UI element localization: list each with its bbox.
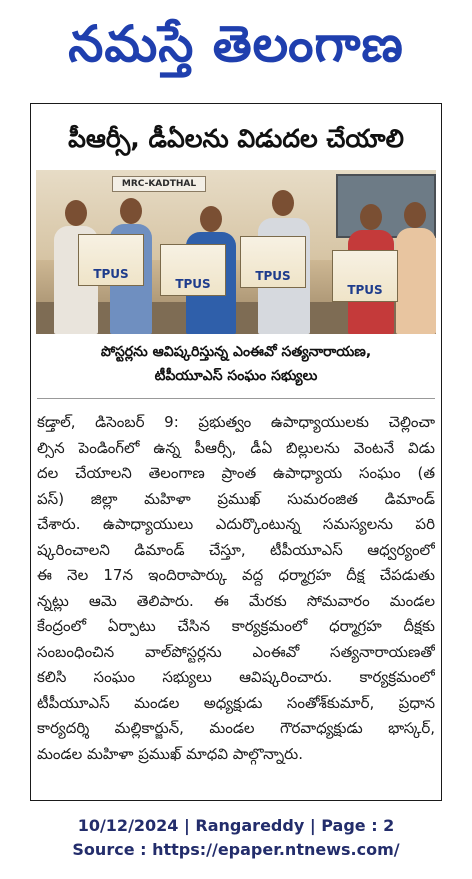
photo-sign: MRC-KADTHAL <box>112 176 206 192</box>
body-line: కార్యదర్శి మల్లికార్జున్, మండల గౌరవాధ్యక్షుడు భాస్కర్, <box>37 719 435 737</box>
poster-1-label: TPUS <box>93 267 129 281</box>
person-6-head <box>404 202 426 228</box>
newspaper-title: నమస్తే తెలంగాణ <box>68 15 404 73</box>
person-4-head <box>272 190 294 216</box>
poster-4 <box>332 250 398 302</box>
body-line: టీపీయూఎస్ మండల అధ్యక్షుడు సంతోశ్‌కుమార్, ప్రధాన <box>37 693 435 712</box>
person-2-head <box>120 198 142 224</box>
article-body <box>37 410 435 795</box>
body-line: కేంద్రంలో ఏర్పాటు చేసిన కార్యక్రమంలో ధర్మాగ్రహ దీక్షకు <box>37 617 435 635</box>
body-line: ఈ నెల 17న ఇందిరాపార్కు వద్ద ధర్మాగ్రహ దీక్ష చేపడుతు <box>37 566 435 584</box>
person-5-head <box>360 204 382 230</box>
poster-4-label: TPUS <box>347 283 383 297</box>
person-6 <box>396 228 436 334</box>
footer-source: Source : https://epaper.ntnews.com/ <box>72 840 400 859</box>
news-clipping <box>30 103 442 801</box>
body-line: కలిసి సంఘం సభ్యులు ఆవిష్కరించారు. కార్యక్రమంలో <box>37 668 435 686</box>
body-line: కడ్తాల్, డిసెంబర్ 9: ప్రభుత్వం ఉపాధ్యాయులకు చెల్లించా <box>37 413 435 431</box>
body-line: న్నట్లు ఆమె తెలిపారు. ఈ మేరకు సోమవారం మండల <box>37 591 435 610</box>
poster-3 <box>240 236 306 288</box>
poster-2 <box>160 244 226 296</box>
body-line: ష్కరించాలని డిమాండ్ చేస్తూ, టీపీయూఎస్ ఆధ్వర్యంలో <box>37 540 435 559</box>
poster-2-label: TPUS <box>175 277 211 291</box>
caption-line-1: పోస్టర్లను ఆవిష్కరిస్తున్న ఎంఈవో సత్యనారాయణ, <box>100 344 372 360</box>
footer-meta: 10/12/2024 | Rangareddy | Page : 2 <box>77 816 395 835</box>
poster-1 <box>78 234 144 286</box>
article-photo <box>36 170 436 334</box>
person-1-head <box>65 200 87 226</box>
photo-caption <box>37 340 435 390</box>
person-3-head <box>200 206 222 232</box>
body-line: దల చేయాలని తెలంగాణ ప్రాంత ఉపాధ్యాయ సంఘం (త <box>37 464 435 482</box>
body-line: మండల మహిళా ప్రముఖ్ మాధవి పాల్గొన్నారు. <box>37 744 304 763</box>
body-line: చేశారు. ఉపాధ్యాయులు ఎదుర్కొంటున్న సమస్యలను పరి <box>37 515 435 533</box>
caption-divider <box>37 398 435 399</box>
body-line: పస్) జిల్లా మహిళా ప్రముఖ్ సుమరంజిత డిమాండ్ <box>37 489 435 508</box>
masthead <box>0 0 472 88</box>
body-line: ల్సిన పెండింగ్‌లో ఉన్న పీఆర్సీ, డీఏ బిల్లులను వెంటనే విడు <box>37 438 435 457</box>
caption-line-2: టీపీయూఎస్ సంఘం సభ్యులు <box>154 368 318 384</box>
page-footer <box>0 814 472 864</box>
article-headline: పీఆర్సీ, డీఏలను విడుదల చేయాలి <box>68 124 404 153</box>
body-line: సంబంధించిన వాల్‌పోస్టర్లను ఎంఈవో సత్యనారాయణతో <box>37 642 435 661</box>
poster-3-label: TPUS <box>255 269 291 283</box>
